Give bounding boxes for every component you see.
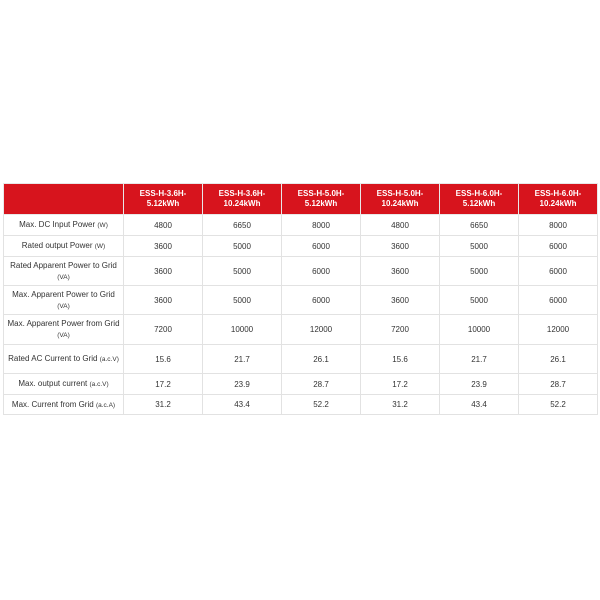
table-cell: 5000 [203,257,282,286]
table-cell: 31.2 [361,395,440,415]
header-model-3: ESS-H-5.0H-5.12kWh [282,184,361,215]
table-row [4,315,598,345]
table-cell: 5000 [440,257,519,286]
spec-table [3,183,598,415]
table-cell: 3600 [124,236,203,257]
header-row [4,184,598,215]
row-unit: (VA) [57,273,70,281]
table-cell: 52.2 [519,395,598,415]
table-cell: 23.9 [203,374,282,395]
table-cell: 3600 [124,286,203,315]
table-cell: 3600 [361,236,440,257]
row-label-text: Max. output current [18,379,88,388]
table-cell: 6000 [519,257,598,286]
header-corner [4,184,124,215]
header-model-1: ESS-H-3.6H-5.12kWh [124,184,203,215]
table-row [4,395,598,415]
table-cell: 7200 [124,315,203,345]
table-cell: 17.2 [124,374,203,395]
table-cell: 21.7 [203,345,282,374]
table-cell: 17.2 [361,374,440,395]
table-row [4,374,598,395]
table-row [4,345,598,374]
table-cell: 6000 [519,286,598,315]
spec-table-container [3,183,597,415]
table-cell: 31.2 [124,395,203,415]
row-label [4,257,124,286]
table-cell: 12000 [282,315,361,345]
table-cell: 3600 [361,257,440,286]
row-label-text: Max. DC Input Power [19,220,96,229]
row-label-text: Rated Apparent Power to Grid [10,260,117,270]
table-row [4,215,598,236]
row-unit: (VA) [57,332,70,339]
row-label [4,345,124,374]
row-label [4,286,124,315]
table-cell: 26.1 [282,345,361,374]
table-cell: 6000 [282,257,361,286]
table-row [4,236,598,257]
row-label-text: Max. Current from Grid [11,399,94,409]
row-unit: (a.c.V) [89,381,109,388]
table-cell: 52.2 [282,395,361,415]
table-cell: 4800 [361,215,440,236]
header-model-6: ESS-H-6.0H-10.24kWh [519,184,598,215]
table-cell: 43.4 [203,395,282,415]
table-cell: 5000 [440,286,519,315]
row-label [4,315,124,345]
table-cell: 28.7 [519,374,598,395]
table-cell: 6000 [282,286,361,315]
header-model-2: ESS-H-3.6H-10.24kWh [203,184,282,215]
spec-table-body [4,215,598,415]
header-model-5: ESS-H-6.0H-5.12kWh [440,184,519,215]
table-cell: 10000 [440,315,519,345]
table-cell: 26.1 [519,345,598,374]
table-cell: 5000 [440,236,519,257]
table-cell: 4800 [124,215,203,236]
table-cell: 6000 [519,236,598,257]
table-cell: 28.7 [282,374,361,395]
row-label-text: Max. Apparent Power to Grid [12,289,115,299]
table-row [4,286,598,315]
table-cell: 6650 [440,215,519,236]
row-unit: (VA) [57,302,70,310]
table-cell: 5000 [203,286,282,315]
row-label [4,395,124,415]
table-row [4,257,598,286]
table-cell: 6000 [282,236,361,257]
row-label-text: Max. Apparent Power from Grid [7,319,120,328]
row-label [4,374,124,395]
table-cell: 8000 [519,215,598,236]
row-unit: (a.c.A) [95,401,116,409]
table-cell: 8000 [282,215,361,236]
spec-table-header [4,184,598,215]
table-cell: 7200 [361,315,440,345]
table-cell: 3600 [361,286,440,315]
row-label [4,215,124,236]
table-cell: 43.4 [440,395,519,415]
table-cell: 10000 [203,315,282,345]
table-cell: 15.6 [361,345,440,374]
table-cell: 6650 [203,215,282,236]
table-cell: 3600 [124,257,203,286]
table-cell: 15.6 [124,345,203,374]
row-label-text: Rated AC Current to Grid [8,354,98,363]
header-model-4: ESS-H-5.0H-10.24kWh [361,184,440,215]
table-cell: 23.9 [440,374,519,395]
row-unit: (W) [97,222,108,229]
table-cell: 21.7 [440,345,519,374]
table-cell: 5000 [203,236,282,257]
row-unit: (a.c.V) [99,356,119,363]
row-unit: (W) [94,243,106,250]
table-cell: 12000 [519,315,598,345]
row-label-text: Rated output Power [21,241,93,250]
row-label [4,236,124,257]
